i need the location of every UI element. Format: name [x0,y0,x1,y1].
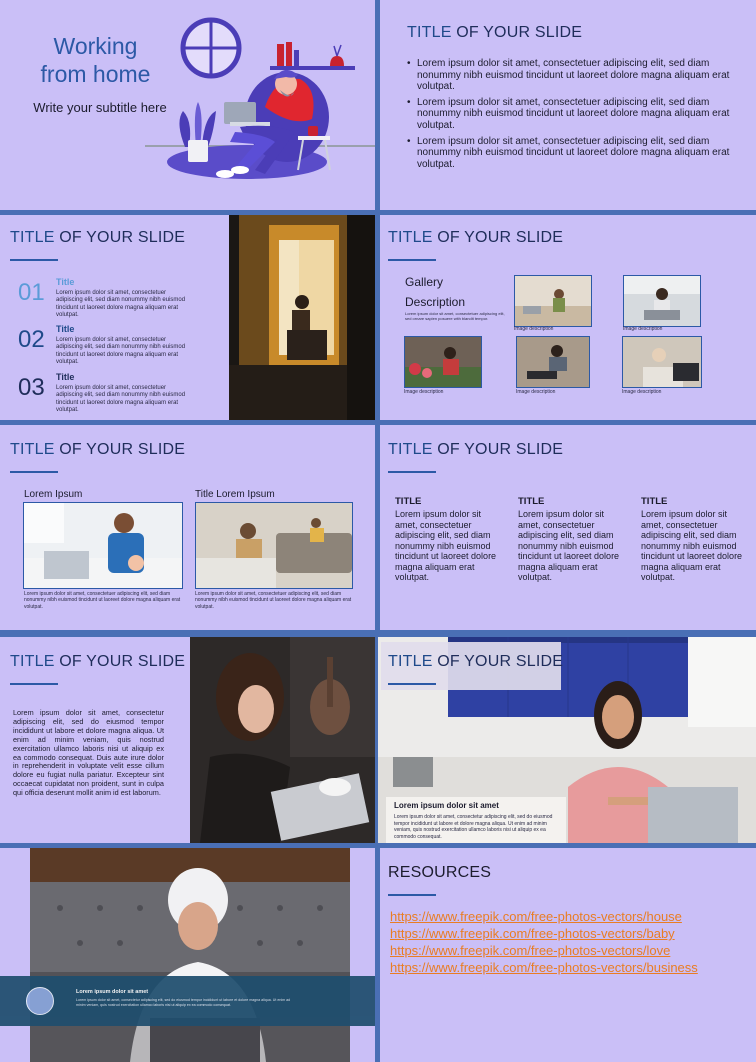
title-underline [10,259,58,261]
item-number: 01 [18,279,45,306]
resource-link-house[interactable]: https://www.freepik.com/free-photos-vectors/house [390,909,682,924]
slide-title-accent: TITLE [10,229,55,246]
slide-title [10,653,185,671]
slide-9-photo-banner[interactable] [0,848,375,1062]
slide-7-text-photo[interactable] [0,637,375,843]
resource-link-business[interactable]: https://www.freepik.com/free-photos-vectors/business [390,960,698,975]
caption-banner [0,976,375,1026]
slide-1-cover[interactable] [0,0,375,210]
item-text: Lorem ipsum dolor sit amet, consectetuer adipiscing elit, sed diam nonummy nibh euismod tincidunt ut laoreet dolore magna aliquam erat volutpat. [56,385,186,414]
slide-title [388,441,563,459]
slide-2-bullets[interactable] [380,0,756,210]
left-text: Lorem ipsum dolor sit amet, consectetuer adipiscing elit, sed diam nonummy nibh euismod tincidunt ut laoreet dolore magna aliquam erat volutpat. [24,591,181,610]
slide-title-accent: TITLE [10,653,55,670]
text-column [395,496,497,583]
item-text: Lorem ipsum dolor sit amet, consectetuer adipiscing elit, sed diam nonummy nibh euismod tincidunt ut laoreet dolore magna aliquam erat volutpat. [56,337,186,366]
slide-title-rest: OF YOUR SLIDE [432,653,564,670]
item-heading: Title [56,372,75,382]
banner-text: Lorem ipsum dolor sit amet, consectetur adipiscing elit, sed do eiusmod tempor incididunt ut labore et dolore magna aliqua. Ut enim ad minim veniam, quis nostrud exercitation ullamco laboris nisi ut aliquip ex ea commodo consequat. [76,998,291,1007]
item-number: 03 [18,374,45,401]
work-from-home-illustration [140,12,375,192]
title-underline [388,894,436,896]
description-heading: Description [405,295,466,309]
caption-heading: Lorem ipsum dolor sit amet [394,801,499,810]
body-paragraph: Lorem ipsum dolor sit amet, consectetur adipiscing elit, sed do eiusmod tempor incididunt ut labore et dolore magna aliqua. Ut enim ad minim veniam, quis nostrud exercitation ullamco laboris nisi ut aliquip ex ea commodo consequat. Duis aute irure dolor in reprehenderit in voluptate velit esse cillum dolore eu fugiat nulla pariatur. Excepteur sint occaecat cupidatat non proident, sunt in culpa qui officia deserunt mollit anim id est laborum. [13,708,164,798]
text-column [518,496,620,583]
slide-3-numbered[interactable] [0,215,375,420]
column-text: Lorem ipsum dolor sit amet, consectetuer adipiscing elit, sed diam nonummy nibh euismod tincidunt ut laoreet dolore magna aliquam erat volutpat. [395,509,497,582]
banner-heading: Lorem ipsum dolor sit amet [76,989,149,995]
slide-title [388,229,563,247]
slide-title-accent: TITLE [407,24,452,41]
gallery-image-2[interactable] [623,275,701,327]
right-text: Lorem ipsum dolor sit amet, consectetuer adipiscing elit, sed diam nonummy nibh euismod tincidunt ut laoreet dolore magna aliquam erat volutpat. [195,591,352,610]
slide-title-accent: TITLE [388,441,433,458]
cover-subtitle: Write your subtitle here [33,100,167,115]
gallery-image-4[interactable] [516,336,590,388]
slide-title-rest: OF YOUR SLIDE [432,229,564,246]
column-heading: TITLE [518,496,545,507]
text-column [641,496,743,583]
title-underline [10,683,58,685]
title-underline [388,683,436,685]
bullet-list [407,58,752,170]
image-caption: Image description [623,326,663,332]
photo-woman-laptop-coffee [190,637,375,843]
slide-title-accent: TITLE [388,229,433,246]
banner-circle-icon [26,987,54,1015]
photo-woman-towel-laptop [30,848,350,1062]
resource-links [390,908,698,976]
slide-title-rest: OF YOUR SLIDE [54,441,186,458]
column-heading: TITLE [641,496,668,507]
photo-father-kids-couch [195,502,353,589]
item-heading: Title [56,324,75,334]
photo-man-with-baby [23,502,183,589]
caption-box [386,797,566,843]
column-heading: TITLE [395,496,422,507]
slide-title-rest: OF YOUR SLIDE [432,441,564,458]
item-number: 02 [18,326,45,353]
gallery-heading: Gallery [405,275,444,289]
title-underline [10,471,58,473]
slide-title-rest: OF YOUR SLIDE [54,229,186,246]
bullet-item: • Lorem ipsum dolor sit amet, consectetuer adipiscing elit, sed diam nonummy nibh euismod tincidunt ut laoreet dolore magna aliquam erat volutpat. [407,135,730,170]
numbered-item [18,324,193,367]
slide-10-resources[interactable] [380,848,756,1062]
bullet-item: • Lorem ipsum dolor sit amet, consectetuer adipiscing elit, sed diam nonummy nibh euismod tincidunt ut laoreet dolore magna aliquam erat volutpat. [407,96,730,131]
numbered-item [18,372,193,415]
gallery-image-3[interactable] [404,336,482,388]
title-underline [388,471,436,473]
column-text: Lorem ipsum dolor sit amet, consectetuer adipiscing elit, sed diam nonummy nibh euismod tincidunt ut laoreet dolore magna aliquam erat volutpat. [641,509,743,582]
gallery-image-1[interactable] [514,275,592,327]
slide-title-rest: OF YOUR SLIDE [451,24,583,41]
resource-link-baby[interactable]: https://www.freepik.com/free-photos-vectors/baby [390,926,675,941]
slide-title-accent: TITLE [388,653,433,670]
image-caption: Image description [516,389,556,395]
left-heading: Lorem Ipsum [24,489,83,500]
slide-4-gallery[interactable] [380,215,756,420]
item-heading: Title [56,277,75,287]
right-heading: Title Lorem Ipsum [195,489,275,500]
slide-5-two-images[interactable] [0,425,375,630]
column-text: Lorem ipsum dolor sit amet, consectetuer adipiscing elit, sed diam nonummy nibh euismod tincidunt ut laoreet dolore magna aliquam erat volutpat. [518,509,620,582]
slide-title [10,229,185,247]
resources-title: RESOURCES [388,864,492,881]
slide-title [10,441,185,459]
numbered-item [18,277,193,320]
photo-woman-night-window [229,215,375,420]
slide-8-photo-caption[interactable] [378,637,756,843]
gallery-image-5[interactable] [622,336,702,388]
image-caption: Image description [404,389,444,395]
slide-6-three-columns[interactable] [380,425,756,630]
cover-title-line1: Working [53,33,138,59]
slide-title [407,24,582,42]
item-text: Lorem ipsum dolor sit amet, consectetuer adipiscing elit, sed diam nonummy nibh euismod tincidunt ut laoreet dolore magna aliquam erat volutpat. [56,290,186,319]
cover-title-line2: from home [40,61,151,87]
image-caption: Image description [622,389,662,395]
slide-title [388,653,563,671]
caption-text: Lorem ipsum dolor sit amet, consectetur adipiscing elit, sed do eiusmod tempor incididunt ut labore et dolore magna aliqua. Ut enim ad minim veniam, quis nostrud exercitation ullamco laboris nisi ut aliquip ex ea commodo consequat. [394,814,553,840]
description-text: Lorem ipsum dolor sit amet, consectetuer adipiscing elit, sed ornare sapien posuere with blandit tempor. [405,311,505,321]
bullet-item: • Lorem ipsum dolor sit amet, consectetuer adipiscing elit, sed diam nonummy nibh euismod tincidunt ut laoreet dolore magna aliquam erat volutpat. [407,58,730,93]
title-underline [388,259,436,261]
resource-link-love[interactable]: https://www.freepik.com/free-photos-vectors/love [390,943,671,958]
slide-title-accent: TITLE [10,441,55,458]
image-caption: Image description [514,326,554,332]
slide-title-rest: OF YOUR SLIDE [54,653,186,670]
